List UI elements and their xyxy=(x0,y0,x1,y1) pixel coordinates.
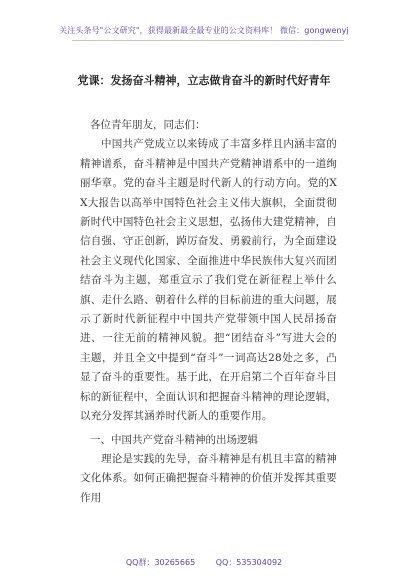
footer-qq-group: QQ群：30265665 xyxy=(125,558,196,567)
header-divider xyxy=(72,40,344,41)
document-title: 党课：发扬奋斗精神，立志做肯奋斗的新时代好青年 xyxy=(77,74,331,87)
section-paragraph: 理论是实践的先导，奋斗精神是有机且丰富的精神文化体系。如何正确把握奋斗精神的价值并发挥其重要作用 xyxy=(80,452,337,504)
body-paragraph: 中国共产党成立以来铸成了丰富多样且内涵丰富的精神谱系，奋斗精神是中国共产党精神谱系中的一道绚丽华章。党的奋斗主题是时代新人的行动方向。党的XX大报告以高举中国特色社会主义伟大旗帜，全面贯彻新时代中国特色社会主义思想，弘扬伟大建党精神，自信自强、守正创新，踔厉奋发、勇毅前行，为全面建设社会主义现代化国家、全面推进中华民族伟大复兴而团结奋斗为主题，郑重宣示了我们党在新征程上举什么旗、走什么路、朝着什么样的目标前进的重大问题，展示了新时代新征程中中国共产党带领中国人民昂扬奋进、一往无前的精神风貌。把“团结奋斗”写进大会的主题，并且全文中提到“奋斗”一词高达28处之多，凸显了奋斗的重要性。基于此，在开启第二个百年奋斗目标的新征程中，全面认识和把握奋斗精神的理论逻辑，以充分发挥其涵养时代新人的重要作用。 xyxy=(80,138,337,423)
footer-contact xyxy=(0,557,408,568)
footer-qq-number: QQ：535304092 xyxy=(215,558,283,567)
document-body xyxy=(80,116,337,508)
greeting: 各位青年朋友，同志们： xyxy=(90,119,206,131)
header-promo-text: 关注头条号"公文研究"，获得最新最全最专业的公文资料库！ 微信：gongwenyj xyxy=(59,26,349,35)
section-heading: 一、中国共产党奋斗精神的出场逻辑 xyxy=(90,433,258,446)
